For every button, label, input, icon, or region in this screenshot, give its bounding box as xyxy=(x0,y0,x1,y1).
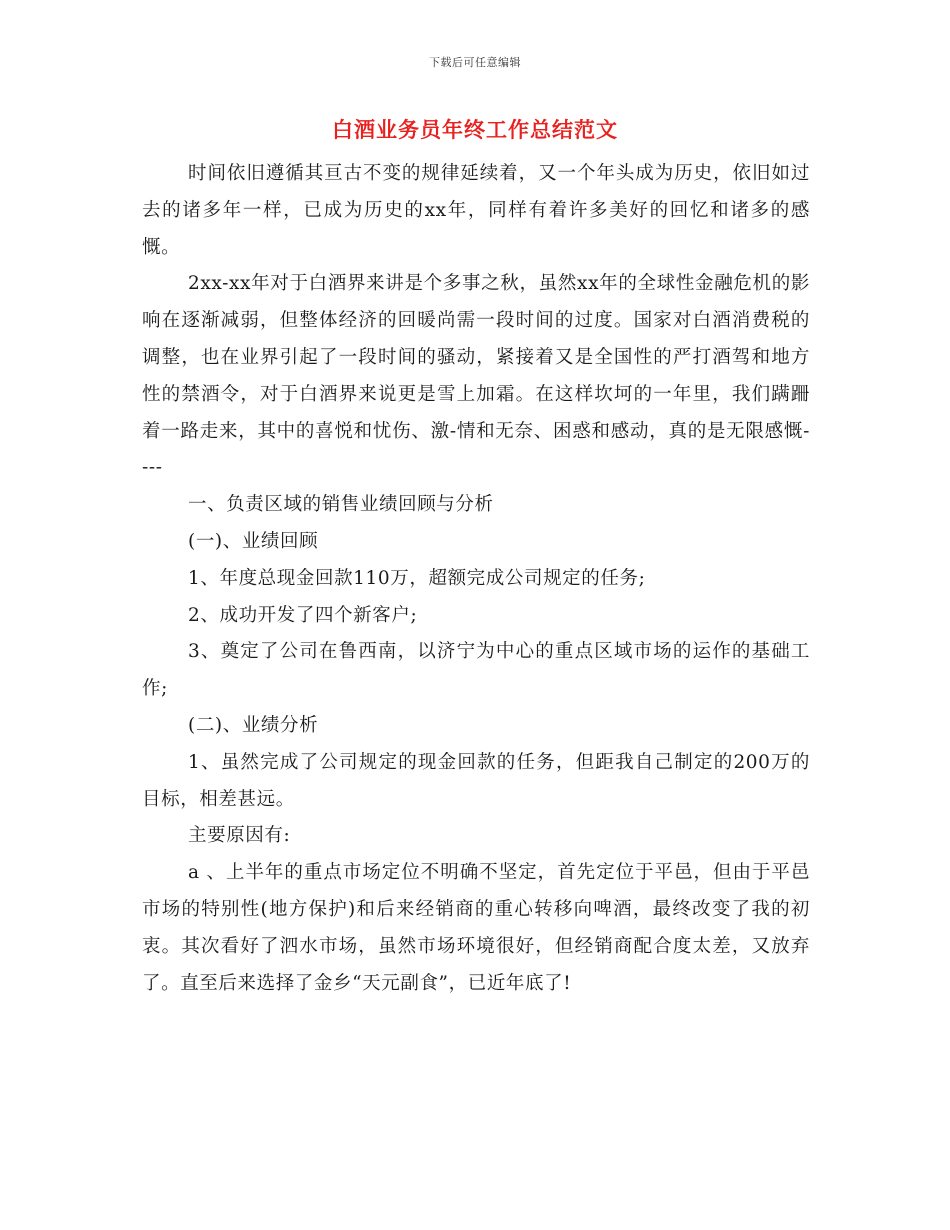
subsection-heading-review: (一)、业绩回顾 xyxy=(188,530,319,552)
subsection-heading-analysis: (二)、业绩分析 xyxy=(188,714,319,736)
section-heading: 一、负责区域的销售业绩回顾与分析 xyxy=(188,494,494,516)
list-item: 2、成功开发了四个新客户; xyxy=(188,604,418,626)
paragraph-reasons-label: 主要原因有: xyxy=(188,825,291,847)
document-title: 白酒业务员年终工作总结范文 xyxy=(332,117,618,142)
list-item: 1、年度总现金回款110万，超额完成公司规定的任务; xyxy=(188,567,646,589)
list-item: 3、奠定了公司在鲁西南，以济宁为中心的重点区域市场的运作的基础工作; xyxy=(142,641,810,700)
paragraph-background: 2xx-xx年对于白酒界来讲是个多事之秋，虽然xx年的全球性金融危机的影响在逐渐减弱，但整体经济的回暖尚需一段时间的过度。国家对白酒消费税的调整，也在业界引起了一段时间的骚动，紧接着又是全国性的严打酒驾和地方性的禁酒令，对于白酒界来说更是雪上加霜。在这样坎坷的一年里，我们蹒跚着一路走来，其中的喜悦和忧伤、激-情和无奈、困惑和感动，真的是无限感慨---- xyxy=(142,273,810,479)
header-note: 下载后可任意编辑 xyxy=(429,56,521,69)
document-body xyxy=(142,156,810,1002)
paragraph-intro: 时间依旧遵循其亘古不变的规律延续着，又一个年头成为历史，依旧如过去的诸多年一样，已成为历史的xx年，同样有着许多美好的回忆和诸多的感慨。 xyxy=(142,163,810,258)
list-item: 1、虽然完成了公司规定的现金回款的任务，但距我自己制定的200万的目标，相差甚远。 xyxy=(142,751,810,810)
paragraph-reason-a: a 、上半年的重点市场定位不明确不坚定，首先定位于平邑，但由于平邑市场的特别性(地方保护)和后来经销商的重心转移向啤酒，最终改变了我的初衷。其次看好了泗水市场，虽然市场环境很好，但经销商配合度太差，又放弃了。直至后来选择了金乡“天元副食”，已近年底了! xyxy=(142,862,810,994)
